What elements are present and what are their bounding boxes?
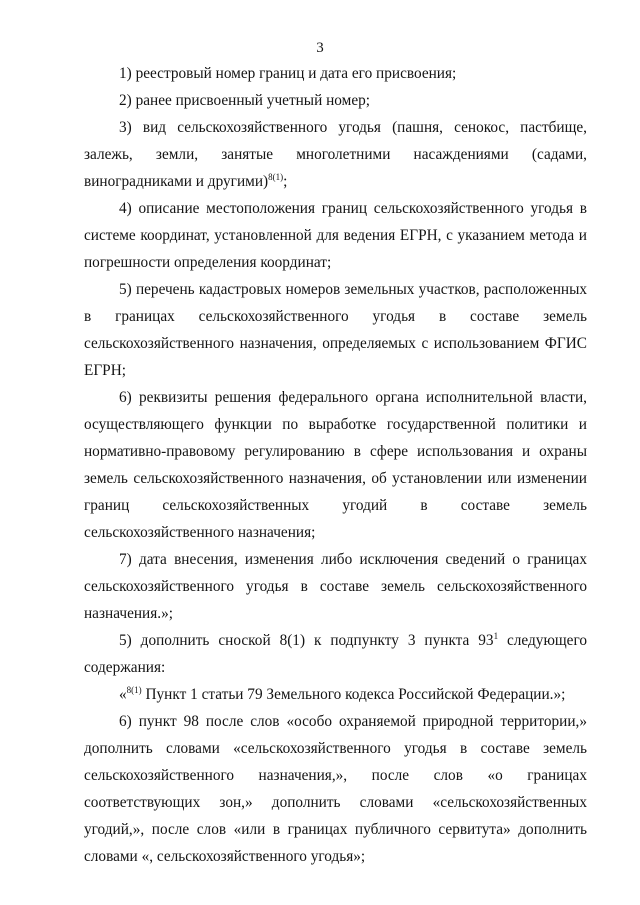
paragraph-item-5 (84, 276, 587, 384)
paragraph-amendment-5 (84, 627, 587, 681)
paragraph-text-end: ; (283, 173, 288, 190)
paragraph-text: 5) перечень кадастровых номеров земельных участков, расположенных в границах сельскохозяйственного угодья в составе земель сельскохозяйственного назначения, определяемых с использованием ФГИС ЕГРН; (84, 281, 587, 379)
paragraph-item-1 (84, 60, 587, 87)
paragraph-text: 3) вид сельскохозяйственного угодья (пашня, сенокос, пастбище, залежь, земли, занятые многолетними насаждениями (садами, виноградниками и другими) (84, 119, 587, 190)
superscript-index: 1 (493, 631, 499, 641)
paragraph-item-6 (84, 384, 587, 546)
quote-open: « (119, 686, 127, 703)
document-body (84, 60, 587, 870)
paragraph-text: 4) описание местоположения границ сельскохозяйственного угодья в системе координат, установленной для ведения ЕГРН, с указанием метода и погрешности определения координат; (84, 200, 587, 271)
paragraph-text: 6) реквизиты решения федерального органа исполнительной власти, осуществляющего функции по выработке государственной политики и нормативно-правовому регулированию в сфере использования и охраны земель сельскохозяйственного назначения, об установлении или изменении границ сельскохозяйственных угодий в составе земель сельскохозяйственного назначения; (84, 389, 587, 541)
footnote-mark: 8(1) (126, 685, 142, 695)
page-number: 3 (316, 40, 324, 56)
paragraph-item-3 (84, 114, 587, 195)
paragraph-text: 6) пункт 98 после слов «особо охраняемой природной территории,» дополнить словами «сельскохозяйственного угодья в составе земель сельскохозяйственного назначения,», после слов «о границах соответствующих зон,» дополнить словами «сельскохозяйственных угодий,», после слов «или в границах публичного сервитута» дополнить словами «, сельскохозяйственного угодья»; (84, 713, 587, 865)
paragraph-text: 5) дополнить сноской 8(1) к подпункту 3 пункта 93 (119, 632, 494, 649)
paragraph-text: 7) дата внесения, изменения либо исключения сведений о границах сельскохозяйственного угодья в составе земель сельскохозяйственного назначения.»; (84, 551, 587, 622)
paragraph-text-end: следующего содержания: (84, 632, 587, 676)
paragraph-item-2 (84, 87, 587, 114)
paragraph-amendment-6 (84, 708, 587, 870)
footnote-ref: 8(1) (268, 172, 284, 182)
footnote-text (84, 681, 587, 708)
paragraph-item-7 (84, 546, 587, 627)
footnote-body: Пункт 1 статьи 79 Земельного кодекса Российской Федерации.»; (141, 686, 566, 703)
paragraph-item-4 (84, 195, 587, 276)
paragraph-text: 1) реестровый номер границ и дата его присвоения; (119, 65, 457, 82)
paragraph-text: 2) ранее присвоенный учетный номер; (119, 92, 371, 109)
